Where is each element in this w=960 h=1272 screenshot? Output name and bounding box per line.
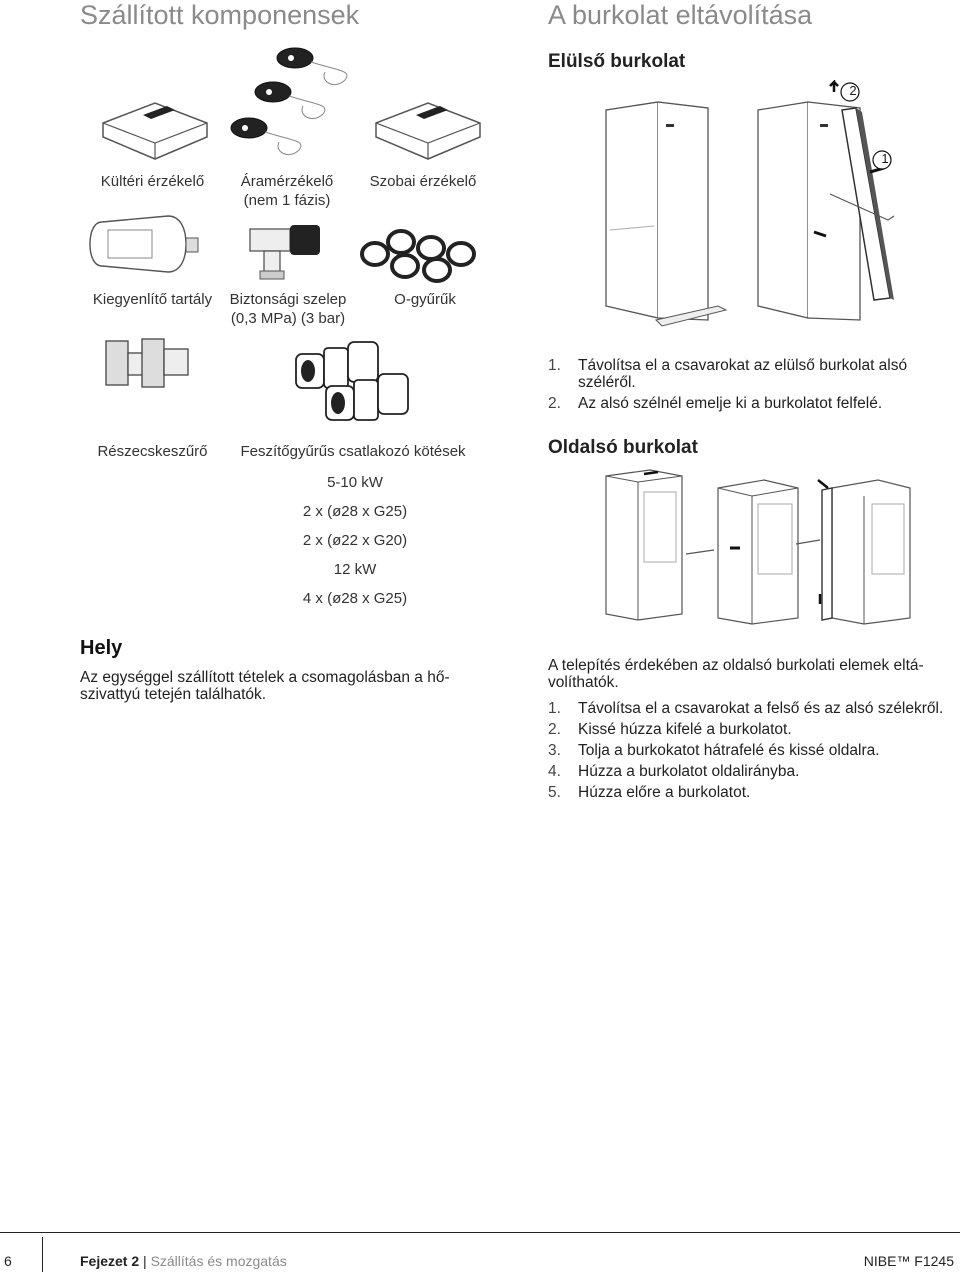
side-step	[548, 742, 960, 759]
step-text: Kissé húzza kifelé a burkolatot.	[578, 721, 792, 738]
current-sensor-label: Áramérzékelő (nem 1 fázis)	[240, 173, 334, 209]
compression-fittings-label: Feszítőgyűrűs csatlakozó kötések	[240, 443, 466, 460]
compression-fittings-image	[290, 338, 415, 433]
step-number: 4.	[548, 763, 561, 780]
callout-2: 2	[849, 83, 857, 98]
o-rings-image	[355, 228, 485, 283]
chapter-title: Szállítás és mozgatás	[150, 1253, 287, 1269]
outdoor-sensor-label: Kültéri érzékelő	[100, 173, 205, 190]
front-cover-steps	[548, 357, 948, 416]
current-sensor-image	[225, 40, 355, 165]
step-number: 5.	[548, 784, 561, 801]
chapter-label: Fejezet 2	[80, 1253, 140, 1269]
side-step	[548, 784, 960, 801]
callout-1: 1	[881, 151, 889, 166]
footer-divider	[42, 1237, 43, 1272]
o-rings-label: O-gyűrűk	[394, 291, 456, 308]
right-title: A burkolat eltávolítása	[548, 0, 813, 30]
step-number: 3.	[548, 742, 561, 759]
safety-valve-image	[242, 215, 332, 285]
front-step	[548, 395, 948, 412]
footer-rule	[0, 1232, 960, 1233]
side-step	[548, 763, 960, 780]
step-text: Húzza előre a burkolatot.	[578, 784, 751, 801]
safety-valve-label: Biztonsági szelep (0,3 MPa) (3 bar)	[229, 291, 347, 327]
step-number: 1.	[548, 357, 561, 374]
front-cover-illustration	[598, 80, 910, 335]
step-text: Az alsó szélnél emelje ki a burkolatot felfelé.	[578, 395, 883, 412]
page-number: 6	[4, 1253, 12, 1269]
footer-product: NIBE™ F1245	[863, 1253, 954, 1269]
step-text: Húzza a burkolatot oldalirányba.	[578, 763, 800, 780]
location-heading: Hely	[80, 637, 123, 659]
front-cover-heading: Elülső burkolat	[548, 51, 686, 72]
step-number: 2.	[548, 721, 561, 738]
side-step	[548, 721, 960, 738]
side-cover-steps	[548, 700, 960, 805]
fittings-spec-4: 12 kW	[333, 561, 377, 578]
front-step	[548, 357, 948, 391]
step-number: 1.	[548, 700, 561, 717]
location-text: Az egységgel szállított tételek a csomagolásban a hő- szivattyú tetején találhatók.	[80, 669, 450, 703]
side-cover-intro: A telepítés érdekében az oldalsó burkolati elemek eltá- volíthatók.	[548, 657, 924, 691]
particle-filter-image	[102, 333, 197, 393]
particle-filter-label: Részecskeszűrő	[97, 443, 208, 460]
fittings-spec-5: 4 x (ø28 x G25)	[302, 590, 408, 607]
side-cover-illustration	[600, 468, 912, 628]
expansion-vessel-image	[88, 212, 203, 277]
expansion-vessel-label: Kiegyenlítő tartály	[92, 291, 213, 308]
step-number: 2.	[548, 395, 561, 412]
step-text: Távolítsa el a csavarokat a felső és az alsó szélekről.	[578, 700, 944, 717]
step-text: Távolítsa el a csavarokat az elülső burkolat alsó széléről.	[578, 357, 908, 391]
side-step	[548, 700, 960, 717]
room-sensor-image	[368, 95, 488, 165]
fittings-spec-1: 5-10 kW	[327, 474, 383, 491]
step-text: Tolja a burkokatot hátrafelé és kissé oldalra.	[578, 742, 880, 759]
fittings-spec-2: 2 x (ø28 x G25)	[302, 503, 408, 520]
room-sensor-label: Szobai érzékelő	[369, 173, 477, 190]
footer-chapter	[80, 1253, 287, 1269]
outdoor-sensor-image	[95, 95, 215, 165]
fittings-spec-3: 2 x (ø22 x G20)	[302, 532, 408, 549]
side-cover-heading: Oldalsó burkolat	[548, 437, 698, 458]
left-title: Szállított komponensek	[80, 0, 360, 30]
chapter-separator: |	[143, 1253, 147, 1269]
